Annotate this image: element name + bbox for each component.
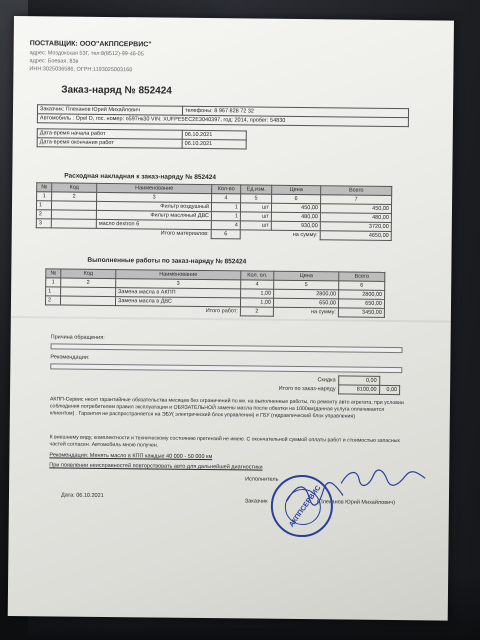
customer-phone: телефоны: 8 967 828 72 32 xyxy=(182,106,408,117)
customer-sign-name: (Плеханов Юрий Михайлович) xyxy=(316,499,395,507)
works-total: 3450,00 xyxy=(338,308,384,317)
materials-sum-label: на сумму: xyxy=(292,232,318,239)
works-table xyxy=(45,268,385,318)
row-price: 650,00 xyxy=(273,298,338,308)
grand-value-2: 0,00 xyxy=(379,385,400,394)
column-number: 3 xyxy=(97,192,212,202)
materials-header: Ед.изм. xyxy=(241,185,272,194)
works-header: Наименование xyxy=(116,270,241,280)
document-date: Дата: 06.10.2021 xyxy=(60,492,104,499)
grand-label: Итого по заказ-наряду xyxy=(278,385,336,393)
row-qty: 1 xyxy=(211,203,240,212)
discount-value: 0,00 xyxy=(338,376,379,385)
supplier-address-1: адрес: Моздокская 53Г, тел:8(8512)-99-46-05 xyxy=(29,50,144,58)
customer-car: Автомобиль : Opel D, гос. номер: о597нк30 VIN: XUFPE5EC2E3040397, год: 2014, пробег: 54830 xyxy=(37,114,408,127)
end-date-value: 06.10.2021 xyxy=(182,139,246,149)
materials-table xyxy=(36,182,393,241)
works-header: Код xyxy=(61,269,116,279)
column-number: 1 xyxy=(37,192,52,201)
row-unit: шт xyxy=(240,203,271,212)
materials-title: Расходная накладная к заказ-наряду № 852424 xyxy=(64,172,216,182)
works-header: № xyxy=(46,269,61,278)
materials-header: Всего xyxy=(321,186,392,196)
stamp-text: АКППСЕРВИС xyxy=(288,484,323,529)
row-total: 2800,00 xyxy=(339,290,385,299)
works-title: Выполненные работы по заказ-наряду № 852424 xyxy=(87,256,247,266)
materials-total-label: Итого материалов: xyxy=(160,230,209,238)
reason-line xyxy=(51,343,403,353)
materials-total-qty: 6 xyxy=(211,230,240,239)
row-index: 2 xyxy=(36,210,51,219)
row-price: 480,00 xyxy=(271,212,320,222)
row-index: 1 xyxy=(46,287,61,296)
totals-table xyxy=(250,374,400,395)
recommend-label: Рекомендации: xyxy=(50,354,90,361)
column-number: 4 xyxy=(212,194,241,203)
row-name: масло dextron 6 xyxy=(96,219,211,229)
materials-header: № xyxy=(37,183,52,192)
column-number: 6 xyxy=(272,194,321,204)
column-number: 3 xyxy=(116,279,241,289)
row-price: 930,00 xyxy=(271,221,320,231)
row-code xyxy=(51,201,96,210)
customer-name: Заказчик: Плеханов Юрий Михайлович xyxy=(37,105,182,116)
accept-text: К внешнему виду, комплектности и техническому состоянию претензий не имею. С окончательной суммой оплаты работ и стоимостью запасных частей согласен. Автомобиль мною получен. xyxy=(49,434,401,449)
row-total: 650,00 xyxy=(338,299,384,308)
supplier-address-2: адрес: Боевая, 83в xyxy=(29,58,79,65)
grand-value: 8100,00 xyxy=(338,385,379,394)
reason-label: Причина обращения: xyxy=(50,334,105,341)
works-total-label: Итого работ: xyxy=(205,308,238,315)
works-header: Цена xyxy=(274,271,339,281)
warranty-text: АКПП-Сервис несет гарантийные обязательства месяцев без ограничений по км. на выполненные работы, по ремонту авто агрегата, при условии соблюдения потребителем правил эксплуатации и ОБЯЗАТЕЛЬНОЙ замены масла после обкатки на 1000км(данная услуга оплачивается клиентом) . Гарантия не распространяется на ЭБУ( электрический блок управления) и ГБУ (гидравлический блок управления) xyxy=(49,396,404,420)
start-date-value: 06.10.2021 xyxy=(182,130,246,140)
discount-label: Скидка xyxy=(317,377,336,384)
materials-header: Цена xyxy=(272,185,321,195)
row-code xyxy=(51,210,96,219)
row-qty: 1,00 xyxy=(241,289,274,298)
column-number: 5 xyxy=(241,194,272,203)
row-code xyxy=(51,219,96,228)
row-index: 2 xyxy=(45,296,60,305)
row-unit: шт xyxy=(240,212,271,221)
supplier-title: ПОСТАВЩИК: ООО"АКППСЕРВИС" xyxy=(29,40,152,49)
recommendation-text: Рекомендация: Менять масло в КПП каждые 40 000 - 50 000 км xyxy=(49,452,213,461)
works-sum-label: на сумму: xyxy=(310,309,336,316)
column-number: 2 xyxy=(52,192,97,201)
diagnostics-text: При появлении неисправностей повторствовать авто для дальнейшей диагностики xyxy=(49,462,263,471)
row-price: 450,00 xyxy=(271,203,320,213)
row-total: 3720,00 xyxy=(320,222,391,232)
company-stamp xyxy=(271,475,334,538)
row-index: 1 xyxy=(36,201,51,210)
column-number: 6 xyxy=(339,281,385,290)
recommend-line xyxy=(50,363,402,373)
row-price: 2800,00 xyxy=(274,289,339,299)
row-qty: 1,00 xyxy=(240,298,273,307)
column-number: 1 xyxy=(46,278,61,287)
column-number: 7 xyxy=(321,195,392,205)
works-header: Кол. ол. xyxy=(241,271,274,280)
column-number: 2 xyxy=(61,278,116,288)
row-qty: 1 xyxy=(211,212,240,221)
row-name: Фильтр масляный ДВС xyxy=(96,210,211,220)
document-title: Заказ-наряд № 852424 xyxy=(61,84,172,97)
works-header: Всего xyxy=(339,272,385,281)
materials-header: Наименование xyxy=(97,183,212,193)
supplier-inn: ИНН:3025036586, ОГРН:1193025003160 xyxy=(29,66,133,74)
column-number: 4 xyxy=(241,280,274,289)
row-qty: 4 xyxy=(211,221,240,230)
customer-table xyxy=(37,104,409,127)
row-name: Замена масла в ДВС xyxy=(115,297,240,307)
executor-signature xyxy=(339,465,429,492)
row-total: 480,00 xyxy=(320,213,391,223)
row-name: Фильтр воздушный xyxy=(96,201,211,211)
document-page xyxy=(8,16,454,621)
materials-header: Код xyxy=(52,183,97,192)
end-date-label: Дата-время окончания работ xyxy=(37,138,182,149)
dates-table xyxy=(37,128,247,149)
customer-sign-label: Заказчик xyxy=(244,498,268,505)
executor-label: Исполнитель xyxy=(245,476,279,483)
works-total-qty: 2 xyxy=(240,307,273,316)
row-unit: шт xyxy=(240,221,271,230)
row-index: 3 xyxy=(36,219,51,228)
materials-total: 4650,00 xyxy=(320,231,391,241)
column-number: 5 xyxy=(274,280,339,290)
start-date-label: Дата-время начала работ xyxy=(37,129,182,140)
row-name: Замена масла в АКПП xyxy=(116,288,241,298)
row-total: 450,00 xyxy=(320,204,391,214)
materials-header: Кол-во xyxy=(212,185,241,194)
